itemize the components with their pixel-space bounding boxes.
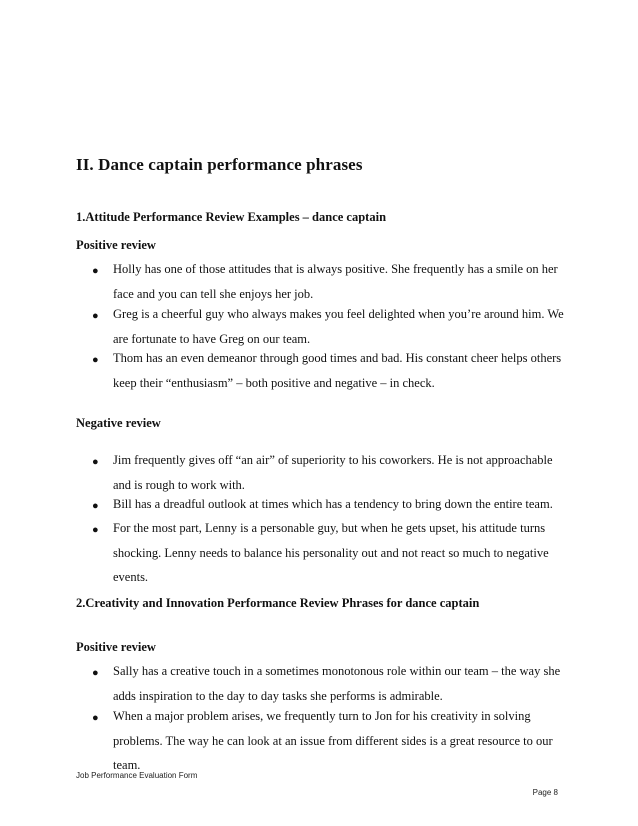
part-1-positive-label: Positive review [76, 238, 156, 252]
list-item: Holly has one of those attitudes that is always positive. She frequently has a smile on her face and you can tell she enjoys her job. [113, 262, 558, 301]
list-item: Bill has a dreadful outlook at times which has a tendency to bring down the entire team. [113, 497, 553, 511]
list-item: Greg is a cheerful guy who always makes you feel delighted when you’re around him. We are fortunate to have Greg on our team. [113, 307, 564, 346]
list-item: Thom has an even demeanor through good times and bad. His constant cheer helps others keep their “enthusiasm” – both positive and negative – in check. [113, 351, 562, 390]
bullet-icon: ● [92, 500, 99, 512]
list-item: Jim frequently gives off “an air” of superiority to his coworkers. He is not approachable and is rough to work with. [113, 453, 553, 492]
footer-form-name: Job Performance Evaluation Form [76, 771, 198, 780]
bullet-icon: ● [92, 265, 99, 277]
part-1-negative-label: Negative review [76, 416, 161, 430]
list-item: Sally has a creative touch in a sometimes monotonous role within our team – the way she adds inspiration to the day to day tasks she performs is admirable. [113, 664, 561, 703]
list-item: For the most part, Lenny is a personable guy, but when he gets upset, his attitude turns shocking. Lenny needs to balance his personality out and not react so much to negative events. [113, 521, 549, 584]
bullet-icon: ● [92, 667, 99, 679]
bullet-icon: ● [92, 310, 99, 322]
bullet-icon: ● [92, 456, 99, 468]
bullet-icon: ● [92, 354, 99, 366]
bullet-icon: ● [92, 524, 99, 536]
list-item: When a major problem arises, we frequently turn to Jon for his creativity in solving problems. The way he can look at an issue from different sides is a great resource to our team. [113, 709, 553, 772]
part-2-positive-label: Positive review [76, 640, 156, 654]
footer-page-number: Page 8 [532, 788, 558, 797]
part-2-heading: 2.Creativity and Innovation Performance Review Phrases for dance captain [76, 596, 480, 610]
bullet-icon: ● [92, 712, 99, 724]
part-1-heading: 1.Attitude Performance Review Examples – dance captain [76, 210, 387, 224]
section-title: II. Dance captain performance phrases [76, 155, 363, 174]
